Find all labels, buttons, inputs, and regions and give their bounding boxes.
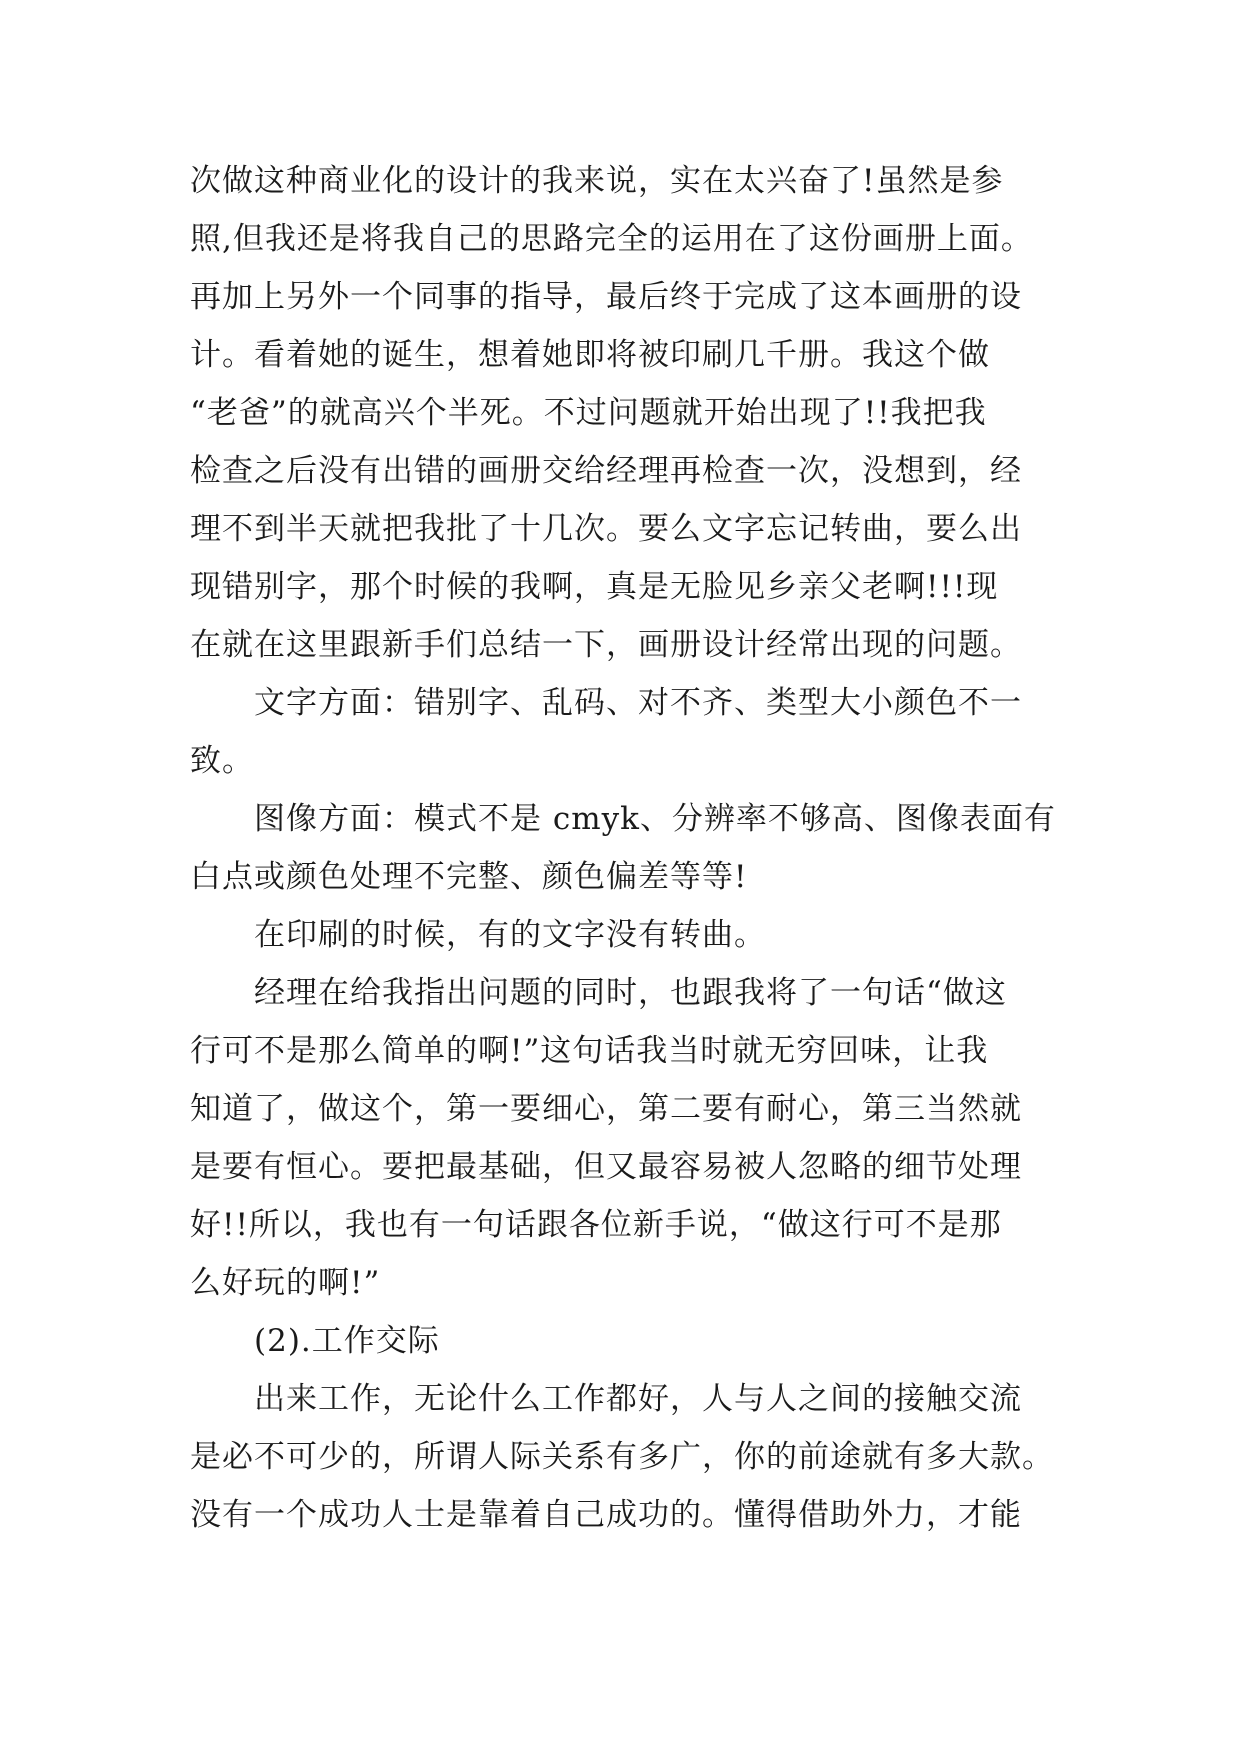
text-line: 现错别字，那个时候的我啊，真是无脸见乡亲父老啊!!!现 bbox=[190, 569, 999, 605]
paragraph-image-direction: 图像方面：模式不是 cmyk、分辨率不够高、图像表面有 bbox=[254, 801, 1056, 837]
paragraph-text-direction: 文字方面：错别字、乱码、对不齐、类型大小颜色不一 bbox=[254, 685, 1022, 721]
text-line: 再加上另外一个同事的指导，最后终于完成了这本画册的设 bbox=[190, 279, 1022, 315]
text-line: 在就在这里跟新手们总结一下，画册设计经常出现的问题。 bbox=[190, 627, 1022, 663]
paragraph-manager: 经理在给我指出问题的同时，也跟我将了一句话“做这 bbox=[254, 975, 1007, 1011]
text-line: 是要有恒心。要把最基础，但又最容易被人忽略的细节处理 bbox=[190, 1149, 1022, 1185]
paragraph-printing: 在印刷的时候，有的文字没有转曲。 bbox=[254, 917, 766, 953]
text-line: 检查之后没有出错的画册交给经理再检查一次，没想到，经 bbox=[190, 453, 1022, 489]
text-line: 行可不是那么简单的啊!”这句话我当时就无穷回味，让我 bbox=[190, 1033, 989, 1069]
text-line: 白点或颜色处理不完整、颜色偏差等等! bbox=[190, 859, 748, 895]
section-heading: (2).工作交际 bbox=[254, 1323, 440, 1359]
paragraph-work-communication: 出来工作，无论什么工作都好，人与人之间的接触交流 bbox=[254, 1381, 1022, 1417]
text-line: 照,但我还是将我自己的思路完全的运用在了这份画册上面。 bbox=[190, 221, 1033, 257]
text-line: 是必不可少的，所谓人际关系有多广，你的前途就有多大款。 bbox=[190, 1439, 1054, 1475]
text-line: 么好玩的啊!” bbox=[190, 1265, 381, 1301]
text-line: 好!!所以，我也有一句话跟各位新手说，“做这行可不是那 bbox=[190, 1207, 1002, 1243]
text-line: 理不到半天就把我批了十几次。要么文字忘记转曲，要么出 bbox=[190, 511, 1022, 547]
text-line: 致。 bbox=[190, 743, 254, 779]
text-line: 知道了，做这个，第一要细心，第二要有耐心，第三当然就 bbox=[190, 1091, 1022, 1127]
text-line: 计。看着她的诞生，想着她即将被印刷几千册。我这个做 bbox=[190, 337, 990, 373]
text-line: “老爸”的就高兴个半死。不过问题就开始出现了!!我把我 bbox=[190, 395, 987, 431]
text-line: 次做这种商业化的设计的我来说，实在太兴奋了!虽然是参 bbox=[190, 163, 1004, 199]
text-line: 没有一个成功人士是靠着自己成功的。懂得借助外力，才能 bbox=[190, 1497, 1022, 1533]
